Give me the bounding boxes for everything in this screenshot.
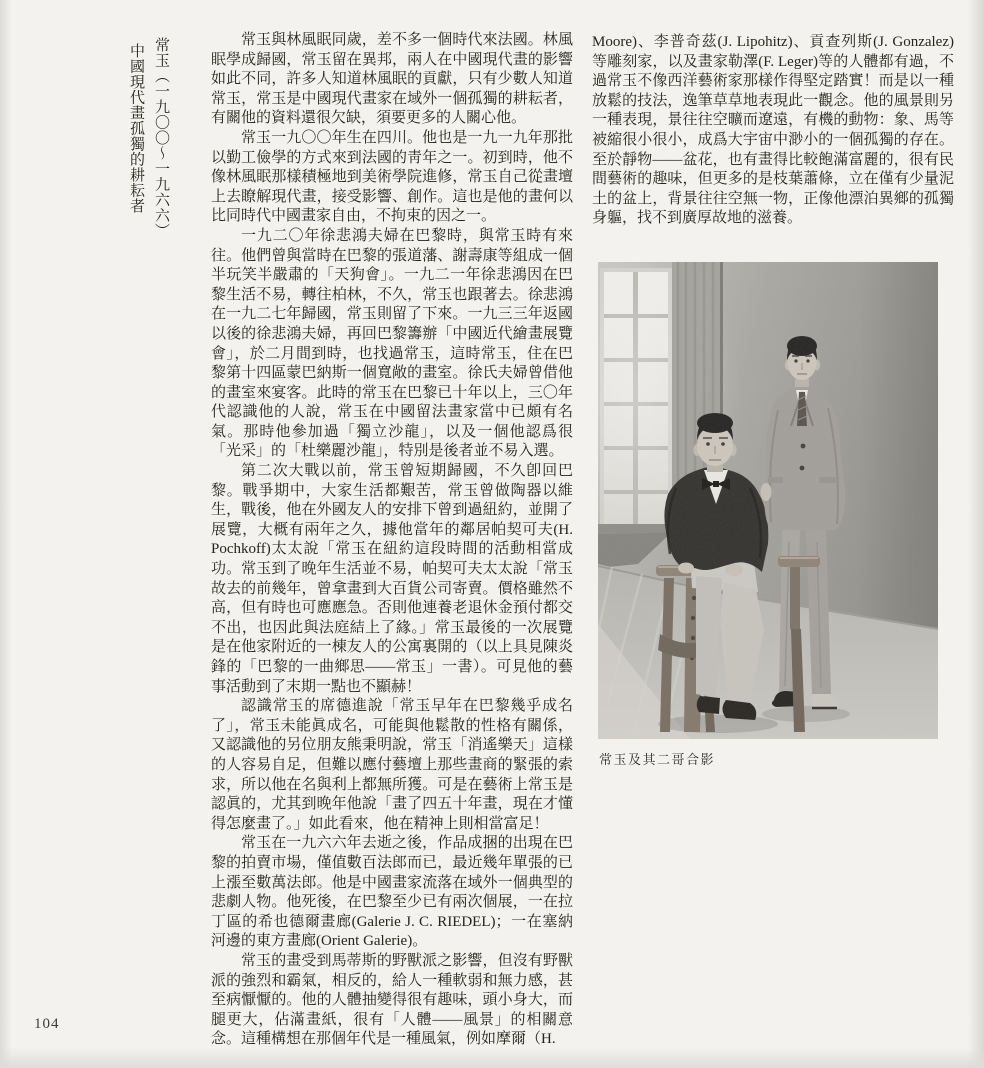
paragraph-6: 常玉在一九六六年去逝之後，作品成捆的出現在巴黎的拍賣市場，僅值數百法郎而已，最近幾年單張的已上漲至數萬法郎。他是中國畫家流落在域外一個典型的悲劇人物。他死後，在巴黎至少已有兩次個展，一在拉丁區的希也德爾畫廊(Galerie J. C. RIEDEL)；一在塞納河邊的東方畫廊(Orient Galerie)。 [211,835,573,950]
portrait-photo-illustration [598,262,938,739]
paragraph-7: 常玉的畫受到馬蒂斯的野獸派之影響，但沒有野獸派的強烈和霸氣，相反的，給人一種軟弱和無力感，甚至病懨懨的。他的人體抽變得很有趣味，頭小身大，而腿更大，佔滿畫紙，很有「人體——風景」的相關意念。這種構想在那個年代是一種風氣，例如摩爾（H. [211,952,573,1048]
scan-edge-bottom [0,1048,984,1068]
paragraph-2: 常玉一九〇〇年生在四川。他也是一九一九年那批以勤工儉學的方式來到法國的靑年之一。初到時，他不像林風眠那樣積極地到美術學院進修，常玉自己從畫壇上去瞭解現代畫，接受影響、創作。這也是他的畫何以比同時代中國畫家自由，不拘束的因之一。 [211,129,573,225]
paragraph-5: 認識常玉的席德進說「常玉早年在巴黎幾乎成名了」，常玉未能眞成名，可能與他鬆散的性格有關係，又認識他的另位朋友熊秉明說，常玉「消遙樂天」這樣的人容易自足，但難以應付藝壇上那些畫商的緊張的索求，所以他在名與利上都無所獲。可是在藝術上常玉是認眞的，尤其到晚年他說「畫了四五十年畫，現在才懂得怎麼畫了。」如此看來，他在精神上則相當富足！ [211,698,573,832]
book-title-vertical: 常玉（一九〇〇～一九六六） [153,37,169,239]
scan-edge-left [0,0,12,1068]
photo-figure [598,262,938,767]
scan-edge-right [968,0,984,1068]
left-text-column [211,31,573,1050]
paragraph-1: 常玉與林風眠同歲，差不多一個時代來法國。林風眠學成歸國，常玉留在異邦，兩人在中國現代畫的影響如此不同，許多人知道林風眠的貢獻，只有少數人知道常玉，常玉是中國現代畫家在域外一個孤獨的耕耘者，有關他的資料還很欠缺，須要更多的人關心他。 [211,32,573,127]
photo-grain-overlay [598,262,938,739]
paragraph-3: 一九二〇年徐悲鴻夫婦在巴黎時，與常玉時有來往。他們曾與當時在巴黎的張道藩、謝壽康等組成一個半玩笑半嚴肅的「天狗會」。一九二一年徐悲鴻因在巴黎生活不易，轉往柏林，不久，常玉也跟著去。徐悲鴻在一九二七年歸國，常玉則留了下來。一九三三年返國以後的徐悲鴻夫婦，再回巴黎籌辦「中國近代繪畫展覽會」，於二月間到時，也找過常玉，這時常玉，住在巴黎第十四區蒙巴納斯一個寬敞的畫室。徐氏夫婦曾借他的畫室來宴客。此時的常玉在巴黎已十年以上，三〇年代認識他的人說，常玉在中國留法畫家當中已頗有名氣。那時他參加過「獨立沙龍」，以及一個他認爲很「光采」的「杜樂麗沙龍」，特別是後者並不易入選。 [211,227,573,460]
paragraph-8-continuation: Moore)、李普奇茲(J. Lipohitz)、貢查列斯(J. Gonzalez)等雕刻家，以及畫家勒澤(F. Leger)等的人體都有過，不過常玉不像西洋藝術家那樣作得堅定踏實！而是以一種放鬆的技法，逸筆草草地表現此一觀念。他的風景則另一種表現，景往往空曠而遼遠，有機的動物：象、馬等被縮很小很小，成爲大宇宙中渺小的一個孤獨的存在。至於靜物——盆花，也有畫得比較飽滿富麗的，很有民間藝術的趣味，但更多的是枝葉蕭條，立在僅有少量泥土的盆上，背景往往空無一物，正像他漂泊異鄉的孤獨身軀，找不到廣厚故地的滋養。 [592,34,954,227]
paragraph-4: 第二次大戰以前，常玉曾短期歸國，不久卽回巴黎。戰爭期中，大家生活都艱苦，常玉曾做陶器以維生，戰後，他在外國友人的安排下曾到過紐約，並開了展覽，大概有兩年之久，據他當年的鄰居帕契可夫(H. Pochkoff)太太說「常玉在紐約這段時間的活動相當成功。常玉到了晚年生活並不易，帕契可夫太太說「常玉故去的前幾年，曾拿畫到大百貨公司寄賣。價格雖然不高，但有時也可應應急。否則他連養老退休金預付都交不出，也因此與法庭結上了緣。」常玉最後的一次展覽是在他家附近的一棟友人的公寓裏開的（以上具見陳炎鋒的「巴黎的一曲鄉思——常玉」一書）。可見他的藝事活動到了末期一點也不顯赫！ [211,463,573,695]
book-subtitle-vertical: 中國現代畫孤獨的耕耘者 [128,43,144,214]
page-number: 104 [34,1016,60,1032]
photo-caption: 常玉及其二哥合影 [599,752,716,767]
right-text-column [592,33,954,229]
